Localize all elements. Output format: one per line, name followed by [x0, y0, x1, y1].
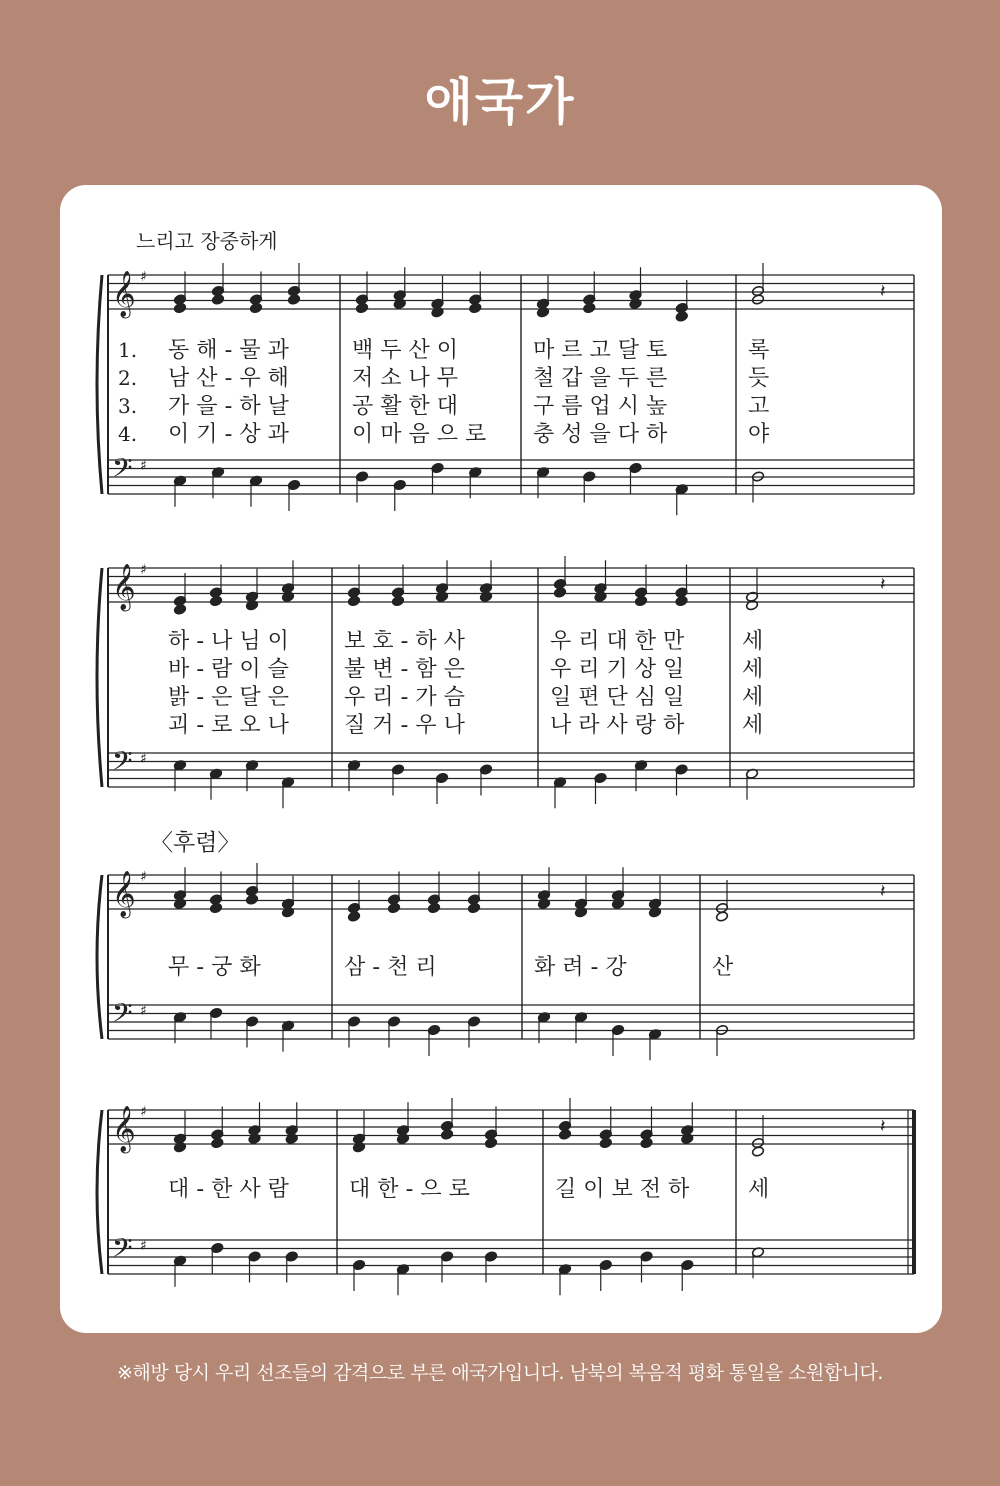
sheet-music-card	[60, 185, 942, 1333]
lyric-text: 가 을 - 하 날	[168, 394, 289, 419]
lyric-text: 세	[742, 629, 764, 654]
lyric-text: 세	[742, 713, 764, 738]
bass-clef: 𝄢	[112, 452, 133, 490]
note-head	[583, 302, 596, 313]
quarter-rest: 𝄽	[880, 1116, 886, 1137]
quarter-rest: 𝄽	[880, 881, 886, 902]
note-head	[391, 595, 404, 606]
sharp-sign: ♯	[140, 869, 147, 885]
lyric-text: 공 활 한 대	[352, 394, 458, 419]
note-head	[479, 591, 492, 602]
note-head	[173, 604, 186, 615]
lyric-text: 남 산 - 우 해	[168, 366, 289, 391]
note-head	[435, 591, 448, 602]
note-head	[599, 1137, 612, 1148]
lyric-text: 저 소 나 무	[352, 366, 458, 391]
lyric-text: 대 - 한 사 람	[168, 1177, 289, 1202]
note-head	[536, 307, 549, 318]
note-head	[594, 591, 607, 602]
lyric-text: 마 르 고 달 토	[533, 338, 668, 363]
lyric-text: 철 갑 을 두 른	[533, 366, 668, 391]
note-head	[558, 1129, 571, 1140]
bass-clef: 𝄢	[112, 745, 133, 783]
note-head	[634, 595, 647, 606]
note-head	[640, 1137, 653, 1148]
note-head	[537, 898, 550, 909]
sharp-sign: ♯	[140, 1238, 147, 1254]
note-head	[211, 294, 224, 305]
brace	[97, 1110, 102, 1274]
lyric-text: 우 리 - 가 슴	[344, 685, 465, 710]
note-head	[427, 902, 440, 913]
lyric-text: 질 거 - 우 나	[344, 713, 465, 738]
note-head	[553, 587, 566, 598]
note-head	[469, 302, 482, 313]
brace	[97, 568, 102, 787]
page-title: 애국가	[424, 73, 576, 131]
note-head	[574, 907, 587, 918]
note-head	[396, 1133, 409, 1144]
brace	[97, 275, 102, 494]
lyric-text: 구 름 업 시 높	[533, 394, 668, 419]
note-head	[347, 595, 360, 606]
note-head	[745, 600, 758, 611]
note-head	[387, 902, 400, 913]
lyric-text: 세	[748, 1177, 770, 1202]
note-head	[173, 898, 186, 909]
lyric-text: 무 - 궁 화	[168, 955, 261, 980]
treble-clef: 𝄞	[112, 564, 136, 610]
note-head	[249, 302, 262, 313]
lyric-text: 하 - 나 님 이	[168, 629, 289, 654]
quarter-rest: 𝄽	[880, 281, 886, 302]
lyric-text: 길 이 보 전 하	[555, 1177, 690, 1202]
sharp-sign: ♯	[140, 1104, 147, 1120]
note-head	[173, 302, 186, 313]
treble-clef: 𝄞	[112, 271, 136, 317]
lyric-text: 야	[748, 422, 770, 447]
lyric-text: 삼 - 천 리	[344, 955, 437, 980]
quarter-rest: 𝄽	[880, 574, 886, 595]
lyric-text: 백 두 산 이	[352, 338, 458, 363]
note-head	[440, 1129, 453, 1140]
note-head	[675, 311, 688, 322]
note-head	[715, 911, 728, 922]
sharp-sign: ♯	[140, 269, 147, 285]
note-head	[173, 1142, 186, 1153]
note-head	[675, 595, 688, 606]
verse-number: 2.	[118, 366, 138, 390]
note-head	[484, 1137, 497, 1148]
lyric-text: 산	[712, 955, 734, 980]
note-head	[431, 307, 444, 318]
footnote: ※해방 당시 우리 선조들의 감격으로 부른 애국가입니다. 남북의 복음적 평화 통일을 소원합니다.	[117, 1362, 883, 1384]
lyric-text: 충 성 을 다 하	[533, 422, 668, 447]
lyric-text: 화 려 - 강	[534, 955, 627, 980]
note-head	[681, 1133, 694, 1144]
tempo-marking: 느리고 장중하게	[136, 229, 278, 253]
lyric-text: 동 해 - 물 과	[168, 338, 289, 363]
lyric-text: 불 변 - 함 은	[344, 657, 465, 682]
lyric-text: 록	[748, 338, 770, 363]
note-head	[248, 1133, 261, 1144]
note-head	[393, 298, 406, 309]
lyric-text: 바 - 람 이 슬	[168, 657, 289, 682]
sheet-music-score	[60, 185, 942, 1333]
lyric-text: 이 기 - 상 과	[168, 422, 289, 447]
note-head	[209, 595, 222, 606]
treble-clef: 𝄞	[112, 871, 136, 917]
note-head	[281, 591, 294, 602]
refrain-label: 〈후렴〉	[150, 830, 241, 856]
bass-clef: 𝄢	[112, 1232, 133, 1270]
sharp-sign: ♯	[140, 1003, 147, 1019]
lyric-text: 괴 - 로 오 나	[168, 713, 289, 738]
lyric-text: 나 라 사 랑 하	[550, 713, 685, 738]
note-head	[629, 298, 642, 309]
note-head	[245, 600, 258, 611]
verse-number: 1.	[118, 338, 138, 362]
lyric-text: 우 리 기 상 일	[550, 657, 685, 682]
note-head	[352, 1142, 365, 1153]
bass-clef: 𝄢	[112, 997, 133, 1035]
lyric-text: 밝 - 은 달 은	[168, 685, 289, 710]
lyric-text: 우 리 대 한 만	[550, 629, 685, 654]
note-head	[287, 294, 300, 305]
lyric-text: 이 마 음 으 로	[352, 422, 487, 447]
note-head	[751, 1146, 764, 1157]
sharp-sign: ♯	[140, 751, 147, 767]
lyric-text: 보 호 - 하 사	[344, 629, 465, 654]
note-head	[281, 907, 294, 918]
verse-number: 4.	[118, 422, 138, 446]
lyric-text: 세	[742, 657, 764, 682]
note-head	[648, 907, 661, 918]
note-head	[347, 911, 360, 922]
note-head	[209, 902, 222, 913]
note-head	[211, 1137, 224, 1148]
brace	[97, 875, 102, 1039]
note-head	[467, 902, 480, 913]
note-head	[355, 302, 368, 313]
treble-clef: 𝄞	[112, 1106, 136, 1152]
lyric-text: 듯	[748, 366, 770, 391]
sharp-sign: ♯	[140, 458, 147, 474]
note-head	[611, 898, 624, 909]
lyric-text: 세	[742, 685, 764, 710]
lyric-text: 고	[748, 394, 770, 419]
lyric-text: 일 편 단 심 일	[550, 685, 685, 710]
lyric-text: 대 한 - 으 로	[349, 1177, 470, 1202]
verse-number: 3.	[118, 394, 138, 418]
sharp-sign: ♯	[140, 562, 147, 578]
note-head	[751, 294, 764, 305]
note-head	[245, 894, 258, 905]
note-head	[285, 1133, 298, 1144]
